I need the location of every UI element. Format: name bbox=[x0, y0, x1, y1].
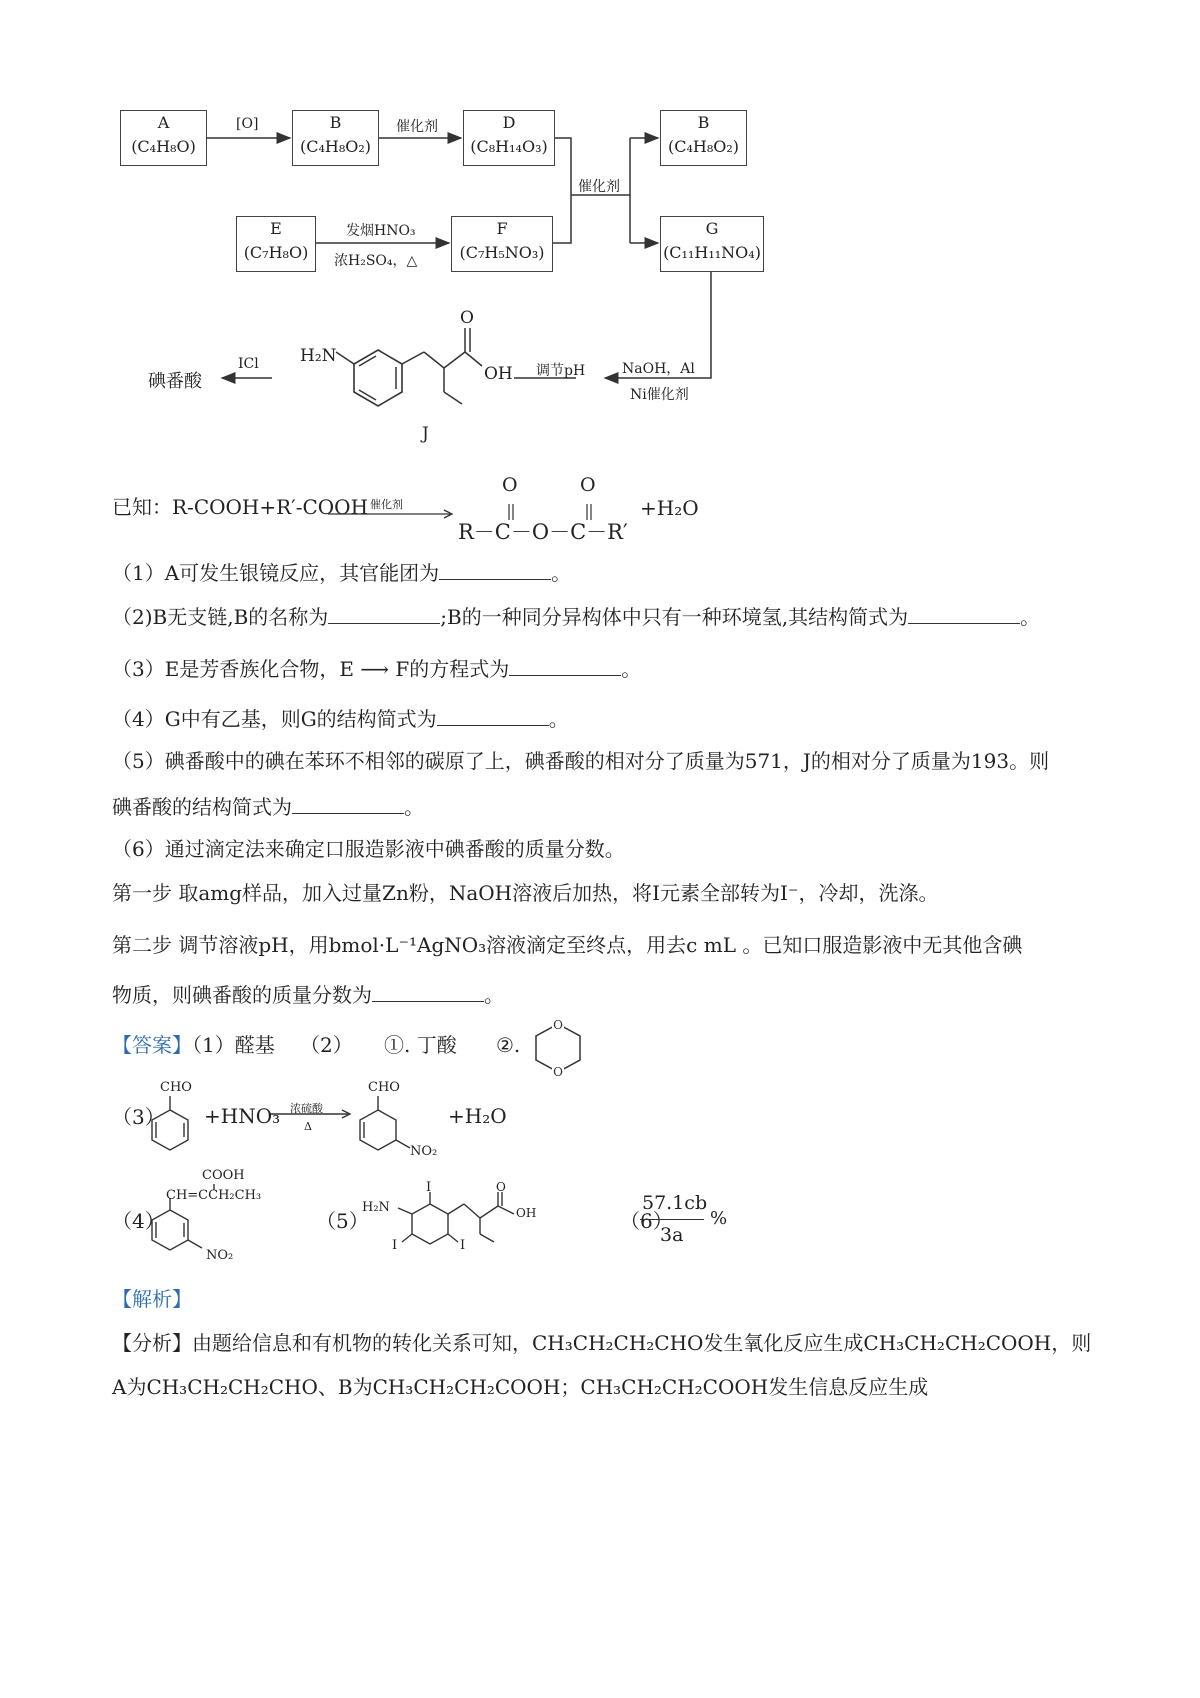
answer-5-o: O bbox=[496, 1180, 506, 1194]
step-1: 第一步 取amg样品，加入过量Zn粉，NaOH溶液后加热，将I元素全部转为I⁻，冷却，洗涤。 bbox=[112, 881, 939, 905]
analysis-line-2: A为CH₃CH₂CH₂CHO、B为CH₃CH₂CH₂COOH；CH₃CH₂CH₂COOH发生信息反应生成 bbox=[112, 1375, 929, 1399]
fraction-bar bbox=[640, 1219, 704, 1220]
answer-5-i-right: I bbox=[460, 1238, 466, 1253]
question-1: （1）A可发生银镜反应，其官能团为 。 bbox=[112, 561, 572, 585]
answer-3-cho-2: CHO bbox=[368, 1080, 400, 1095]
answer-5-i-top: I bbox=[426, 1180, 432, 1195]
answer-3: （3） bbox=[112, 1105, 165, 1129]
answer-3-no2: NO₂ bbox=[410, 1144, 438, 1159]
cond-naoh-al: NaOH，Al bbox=[622, 361, 695, 377]
box-E: E (C₇H₈O) bbox=[236, 216, 316, 272]
question-4: （4）G中有乙基，则G的结构简式为 。 bbox=[112, 707, 569, 731]
answer-3-cho-1: CHO bbox=[160, 1080, 192, 1095]
analysis-tag: 【解析】 bbox=[112, 1287, 192, 1311]
J-o: O bbox=[460, 308, 474, 328]
box-B-product: B (C₄H₈O₂) bbox=[660, 110, 747, 166]
answer-5-oh: OH bbox=[516, 1206, 537, 1220]
answer-5: （5） bbox=[316, 1209, 369, 1233]
svg-text:O: O bbox=[553, 1018, 563, 1032]
cond-oxidation: [O] bbox=[236, 116, 259, 132]
answer-3-h2o: +H₂O bbox=[448, 1104, 507, 1128]
answer-6-denominator: 3a bbox=[660, 1224, 684, 1246]
answer-6-percent: % bbox=[710, 1208, 728, 1229]
answer-3-plus: +HNO₃ bbox=[204, 1104, 281, 1128]
J-h2n: H₂N bbox=[300, 346, 337, 366]
answer-3-cond: 浓硫酸 bbox=[290, 1102, 323, 1115]
cond-catalyst-1: 催化剂 bbox=[396, 119, 438, 135]
answer-tag: 【答案】 bbox=[112, 1033, 192, 1057]
question-6: （6）通过滴定法来确定口服造影液中碘番酸的质量分数。 bbox=[112, 837, 625, 861]
answer-2-1: ①. 丁酸 bbox=[384, 1033, 457, 1057]
step-2: 第二步 调节溶液pH，用bmol·L⁻¹AgNO₃溶液滴定至终点，用去c mL 。已知口服造影液中无其他含碘 bbox=[112, 933, 1023, 957]
answer-4: （4） bbox=[112, 1209, 165, 1233]
question-5a: （5）碘番酸中的碘在苯环不相邻的碳原了上，碘番酸的相对分了质量为571，J的相对分了质量为193。则 bbox=[112, 749, 1050, 773]
question-3: （3）E是芳香族化合物，E ⟶ F的方程式为 。 bbox=[112, 657, 642, 681]
box-D: D (C₈H₁₄O₃) bbox=[463, 110, 555, 166]
known-catalyst: 催化剂 bbox=[370, 498, 403, 511]
answer-4-no2: NO₂ bbox=[206, 1248, 234, 1263]
cond-icl: ICl bbox=[238, 356, 259, 372]
answer-6-numerator: 57.1cb bbox=[642, 1192, 708, 1214]
question-2: （2)B无支链,B的名称为 ;B的一种同分异构体中只有一种环境氢,其结构简式为 。 bbox=[112, 605, 1041, 629]
box-A: A (C₄H₈O) bbox=[120, 110, 207, 166]
cond-ph: 调节pH bbox=[536, 363, 586, 379]
arrow-join bbox=[553, 138, 571, 243]
question-5b: 碘番酸的结构简式为 。 bbox=[112, 795, 424, 819]
answer-5-i-left: I bbox=[392, 1238, 398, 1253]
J-oh: OH bbox=[484, 364, 513, 384]
box-G: G (C₁₁H₁₁NO₄) bbox=[660, 216, 764, 272]
cond-h2so4: 浓H₂SO₄，△ bbox=[334, 253, 418, 269]
box-F: F (C₇H₅NO₃) bbox=[451, 216, 553, 272]
answer-blank-4[interactable] bbox=[437, 707, 549, 726]
answer-3-structures bbox=[140, 1074, 500, 1164]
answer-row-1: 【答案】（1）醛基 bbox=[112, 1033, 275, 1057]
box-B: B (C₄H₈O₂) bbox=[292, 110, 379, 166]
answer-blank-6[interactable] bbox=[372, 983, 484, 1002]
answer-4-chain: CH=CCH₂CH₃ bbox=[166, 1188, 262, 1203]
cond-ni: Ni催化剂 bbox=[630, 387, 689, 403]
answer-blank-1[interactable] bbox=[439, 561, 551, 580]
J-label: J bbox=[422, 424, 429, 444]
dioxane-structure bbox=[530, 1016, 590, 1076]
answer-blank-2a[interactable] bbox=[328, 605, 440, 624]
product-iopanoic: 碘番酸 bbox=[148, 371, 202, 392]
answer-5-structure bbox=[360, 1170, 580, 1270]
known-prefix: 已知：R-COOH+R′-COOH bbox=[112, 495, 369, 519]
analysis-line-1: 【分析】由题给信息和有机物的转化关系可知，CH₃CH₂CH₂CHO发生氧化反应生成CH₃CH₂CH₂COOH，则 bbox=[112, 1331, 1092, 1355]
answer-blank-3[interactable] bbox=[509, 657, 621, 676]
svg-text:O: O bbox=[553, 1065, 563, 1076]
cond-catalyst-2: 催化剂 bbox=[578, 179, 620, 195]
answer-2: （2） bbox=[300, 1033, 353, 1057]
known-suffix: +H₂O bbox=[640, 496, 699, 520]
answer-3-delta: Δ bbox=[304, 1120, 312, 1133]
answer-blank-2b[interactable] bbox=[908, 605, 1020, 624]
answer-4-cooh: COOH bbox=[202, 1168, 245, 1183]
answer-5-h2n: H₂N bbox=[362, 1200, 390, 1215]
answer-2-2: ②. bbox=[496, 1033, 521, 1057]
known-o1: O bbox=[502, 474, 518, 496]
answer-blank-5[interactable] bbox=[292, 795, 404, 814]
known-o2: O bbox=[580, 474, 596, 496]
step-2b: 物质，则碘番酸的质量分数为 。 bbox=[112, 983, 504, 1007]
answer-6: （6） bbox=[620, 1209, 673, 1233]
known-product: R－C－O－C－R′ bbox=[458, 520, 628, 544]
cond-fuming-hno3: 发烟HNO₃ bbox=[346, 223, 416, 239]
